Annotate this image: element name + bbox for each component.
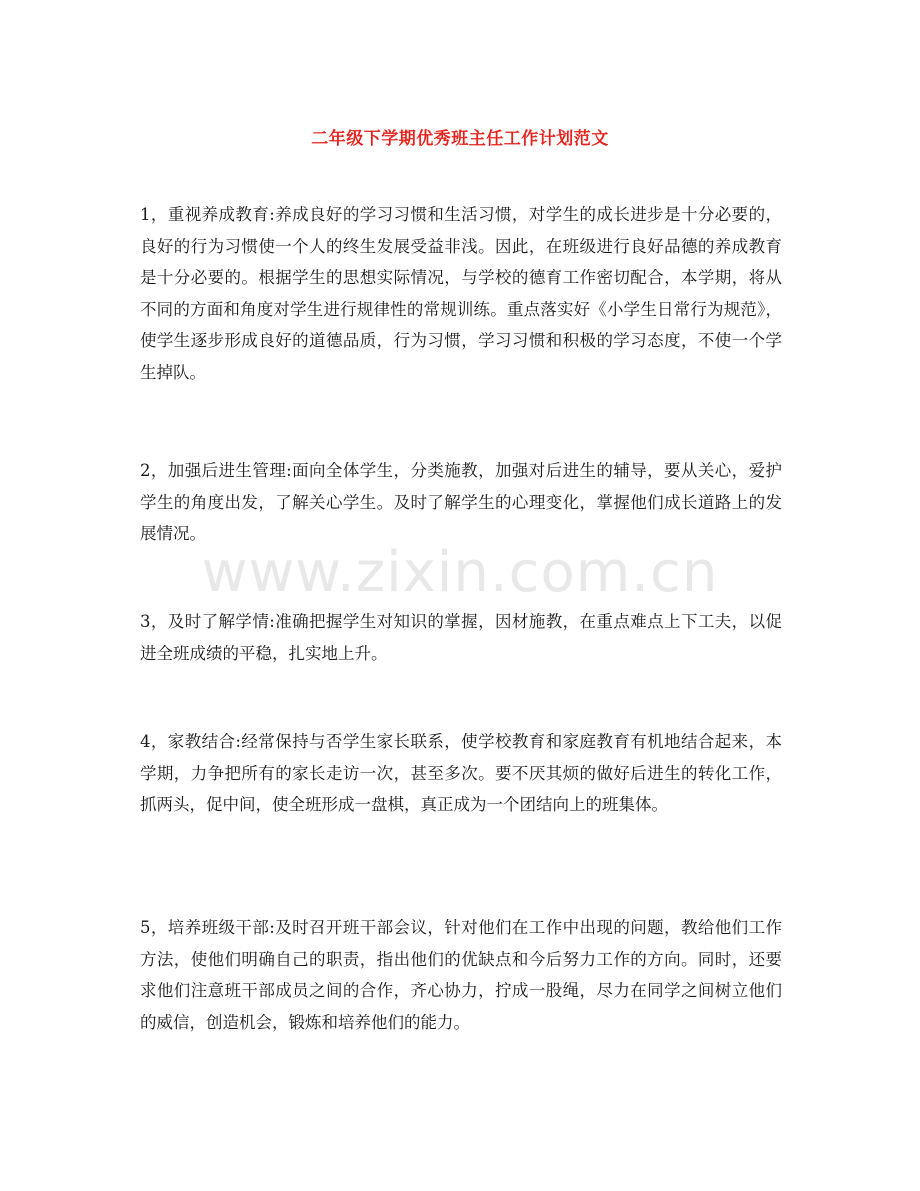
document-title: 二年级下学期优秀班主任工作计划范文	[311, 129, 609, 149]
watermark: www.zixin.com.cn	[201, 540, 719, 605]
paragraph-2: 2，加强后进生管理:面向全体学生，分类施教，加强对后进生的辅导，要从关心，爱护学生的角度出发，了解关心学生。及时了解学生的心理变化，掌握他们成长道路上的发展情况。	[140, 461, 782, 543]
paragraph-4: 4，家教结合:经常保持与否学生家长联系，使学校教育和家庭教育有机地结合起来，本学期，力争把所有的家长走访一次，甚至多次。要不厌其烦的做好后进生的转化工作，抓两头，促中间，使全班形成一盘棋，真正成为一个团结向上的班集体。	[140, 732, 782, 814]
paragraph-1: 1，重视养成教育:养成良好的学习习惯和生活习惯，对学生的成长进步是十分必要的，良好的行为习惯使一个人的终生发展受益非浅。因此，在班级进行良好品德的养成教育是十分必要的。根据学生的思想实际情况，与学校的德育工作密切配合，本学期，将从不同的方面和角度对学生进行规律性的常规训练。重点落实好《小学生日常行为规范》，使学生逐步形成良好的道德品质，行为习惯，学习习惯和积极的学习态度，不使一个学生掉队。	[140, 205, 782, 382]
paragraph-3: 3，及时了解学情:准确把握学生对知识的掌握，因材施教，在重点难点上下工夫，以促进全班成绩的平稳，扎实地上升。	[140, 612, 782, 663]
paragraph-5: 5，培养班级干部:及时召开班干部会议，针对他们在工作中出现的问题，教给他们工作方法，使他们明确自己的职责，指出他们的优缺点和今后努力工作的方向。同时，还要求他们注意班干部成员之间的合作，齐心协力，拧成一股绳，尽力在同学之间树立他们的威信，创造机会，锻炼和培养他们的能力。	[140, 918, 782, 1032]
